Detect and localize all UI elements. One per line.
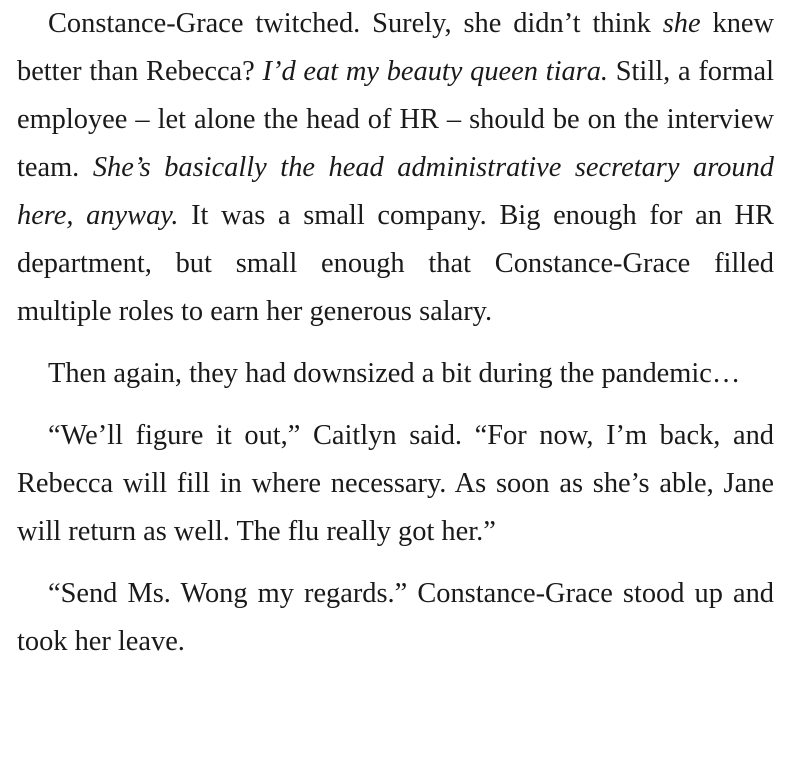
text-run: knew better than Rebecca? [17, 8, 775, 87]
paragraph-2 [17, 350, 774, 398]
text-run: It was a small company. Big enough for an HR department, but small enough that Constance-Grace filled multiple roles to earn her generous salary. [17, 200, 774, 327]
paragraph-3 [17, 412, 774, 556]
text-run: Still, a formal employee – let alone the head of HR – should be on the interview team. [17, 56, 774, 183]
paragraph-1 [17, 0, 774, 336]
text-run: “Send Ms. Wong my regards.” Constance-Grace stood up and took her leave. [17, 578, 774, 657]
paragraph-4 [17, 570, 774, 666]
text-run: Constance-Grace twitched. Surely, she didn’t think [48, 8, 663, 39]
text-run: “We’ll figure it out,” Caitlyn said. “For now, I’m back, and Rebecca will fill in where necessary. As soon as she’s able, Jane will return as well. The flu really got her.” [17, 420, 774, 547]
italic-run: She’s basically the head administrative secretary around here, anyway. [17, 152, 774, 231]
text-run: Then again, they had downsized a bit during the pandemic… [48, 358, 741, 389]
document-page [17, 0, 774, 666]
italic-run: she [662, 8, 701, 39]
italic-run: I’d eat my beauty queen tiara. [262, 56, 608, 87]
